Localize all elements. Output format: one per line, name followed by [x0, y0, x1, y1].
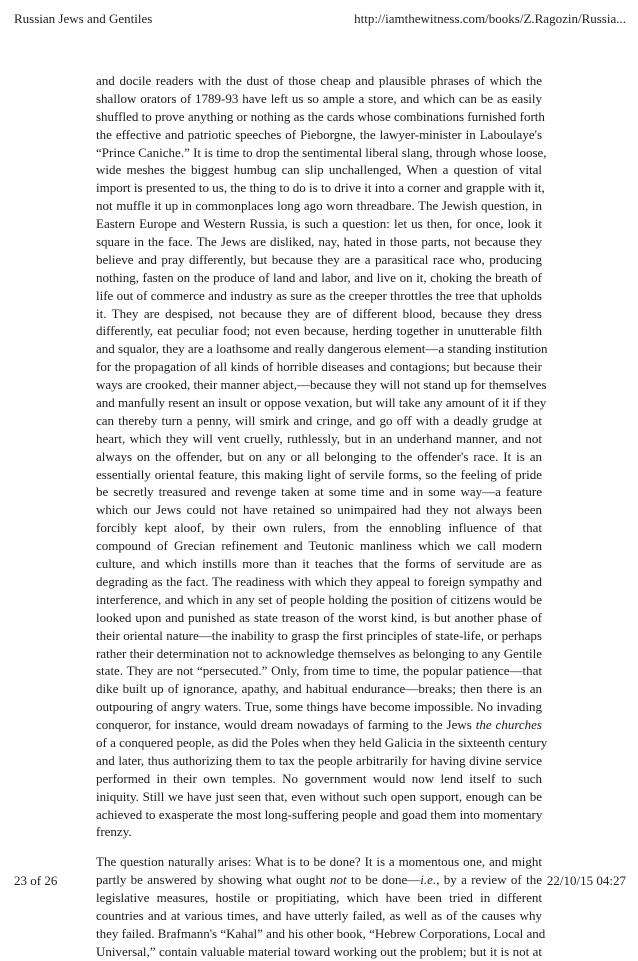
text-line: ways are crooked, their manner abject,—because they will not stand up for themselves: [96, 377, 547, 393]
text-line: heart, which they will vent cruelly, ruthlessly, but in an underhand manner, and not: [96, 430, 542, 446]
text-line: life out of commerce and industry as sure as the creeper throttles the tree that upholds: [96, 287, 542, 303]
text-line: differently, eat peculiar food; not even because, herding together in unutterable filth: [96, 323, 542, 339]
text-line: performed in their own temples. No government would now lend itself to such: [96, 770, 542, 786]
text-line: not muffle it up in commonplaces long ago worn threadbare. The Jewish question, in: [96, 198, 542, 214]
text-line: can thereby turn a penny, will smirk and cringe, and go off with a deadly grudge at: [96, 412, 542, 428]
page-header: [14, 11, 626, 27]
text-line: The question naturally arises: What is to be done? It is a momentous one, and might: [96, 854, 542, 870]
text-line: conqueror, for instance, would dream nowadays of farming to the Jews the churches: [96, 717, 542, 733]
text-line: and docile readers with the dust of those cheap and plausible phrases of which the: [96, 73, 542, 88]
text-line: shallow orators of 1789-93 have left us so ample a store, and which can be as easily: [96, 90, 542, 106]
text-line: outpouring of angry waters. True, some things have become impossible. No invading: [96, 699, 542, 715]
text-line: achieved to exasperate the most long-suffering people and goad them into momentary: [96, 806, 543, 822]
text-line: frenzy.: [96, 824, 132, 840]
text-line: import is presented to us, the thing to do is to drive it into a corner and grapple with it,: [96, 180, 545, 196]
text-line: interference, and which in any set of people holding the position of citizens would be: [96, 591, 542, 607]
text-line: and later, thus authorizing them to tax the people arbitrarily for having divine service: [96, 752, 542, 768]
text-line: nothing, fasten on the produce of land and labor, and live on it, choking the breath of: [96, 269, 542, 285]
text-line: believe and pray differently, but because they are a parasitical race who, producing: [96, 251, 542, 267]
text-line: their oriental nature—the inability to grasp the first principles of state-life, or perhaps: [96, 627, 542, 643]
text-line: they failed. Brafmann's “Kahal” and his other book, “Hebrew Corporations, Local and: [96, 925, 546, 941]
document-body: [96, 72, 548, 961]
text-line: “Prince Caniche.” It is time to drop the sentimental liberal slang, through whose loose,: [96, 144, 547, 160]
text-line: be secretly treasured and revenge taken at some time and in some way—a feature: [96, 484, 542, 500]
text-line: culture, and which instills more than it teaches that the forms of servitude are as: [96, 556, 542, 572]
text-line: dike built up of ignorance, apathy, and habitual endurance—breaks; then there is an: [96, 681, 542, 697]
text-line: Universal,” contain valuable material toward working out the problem; but it is not at: [96, 943, 542, 959]
text-line: compound of Grecian refinement and Teutonic manliness which we call modern: [96, 538, 542, 554]
text-line: state. They are not “persecuted.” Only, from time to time, the popular patience—that: [96, 663, 542, 679]
text-line: Eastern Europe and Western Russia, is such a question: let us then, for once, look it: [96, 216, 542, 232]
text-line: rather their determination not to acknowledge themselves as belonging to any Gentile: [96, 645, 542, 661]
text-line: and manfully resent an insult or oppose vexation, but will take any amount of it if they: [96, 395, 547, 411]
print-datetime: 22/10/15 04:27: [546, 873, 626, 888]
text-line: and squalor, they are a loathsome and really dangerous element—a standing institution: [96, 341, 548, 357]
text-line: looked upon and punished as state treason of the worst kind, is but another phase of: [96, 609, 542, 625]
text-line: countries and at various times, and have utterly failed, as well as of the causes why: [96, 907, 542, 923]
text-line: which our Jews could not have retained so unimpaired had they not always been: [96, 502, 542, 518]
text-line: square in the face. The Jews are disliked, nay, hated in those parts, not because they: [96, 234, 542, 250]
text-line: it. They are despised, not because they are of different blood, because they dress: [96, 305, 542, 321]
text-line: forcibly kept aloof, by their own rulers, from the ennobling influence of that: [96, 520, 542, 536]
text-line: iniquity. Still we have just seen that, even without such open support, enough can be: [96, 788, 542, 804]
text-line: shuffled to prove anything or nothing as the cards whose combinations furnished forth: [96, 108, 545, 124]
source-url: http://iamthewitness.com/books/Z.Ragozin/Russia...: [354, 11, 626, 26]
text-line: the effective and patriotic speeches of Pieborgne, the lawyer-minister in Laboulaye's: [96, 126, 542, 142]
document-title: Russian Jews and Gentiles: [14, 11, 153, 26]
page-footer: [14, 873, 626, 889]
page-number: 23 of 26: [14, 873, 58, 888]
text-line: of a conquered people, as did the Poles when they held Galicia in the sixteenth century: [96, 734, 548, 750]
text-line: degrading as the fact. The readiness with which they appeal to foreign sympathy and: [96, 573, 542, 589]
text-line: always on the offender, but on any or all belonging to the offender's race. It is an: [96, 448, 542, 464]
text-line: essentially oriental feature, this making light of servile forms, so the feeling of pride: [96, 466, 542, 482]
paragraph-1: [96, 72, 548, 841]
text-line: legislative measures, hostile or propitiating, which have been tried in different: [96, 890, 542, 906]
text-line: for the propagation of all kinds of horrible diseases and contagions; but because their: [96, 359, 542, 375]
paragraph-2: [96, 853, 546, 960]
text-line: partly be answered by showing what ought not to be done—i.e., by a review of the: [96, 872, 542, 888]
text-line: wide meshes the biggest humbug can slip unchallenged, When a question of vital: [96, 162, 542, 178]
